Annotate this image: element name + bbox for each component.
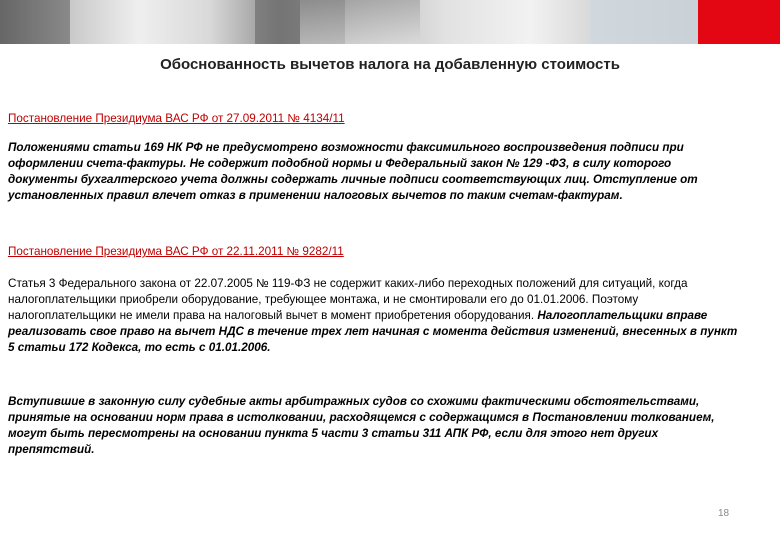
photo-shirt (590, 0, 698, 44)
ruling2-reference-block (8, 244, 743, 260)
ruling2-text-emphasis: Налогоплательщики вправе реализовать свое право на вычет НДС в течение трех лет начиная с момента действия изменений, внесенных в пункт 5 статьи 172 Кодекса, то есть с 01.01.2006. (8, 309, 738, 354)
ruling1-reference-block (8, 111, 743, 127)
ruling2-reference[interactable]: Постановление Президиума ВАС РФ от 22.11.2011 № 9282/11 (8, 245, 344, 258)
accent-bar (698, 0, 780, 44)
conclusion-text: Вступившие в законную силу судебные акты арбитражных судов со схожими фактическими обстоятельствами, принятые на основании норм права в истолковании, расходящемся с содержащимся в Постановлении толкованием, могут быть пересмотрены на основании пункта 5 части 3 статьи 311 АПК РФ, если для этого нет других препятствий. (8, 395, 715, 456)
page-number: 18 (718, 508, 730, 519)
photo-sky (300, 0, 420, 44)
photo-shadow-left (0, 0, 70, 44)
ruling2-text-block (8, 276, 743, 356)
conclusion-block (8, 394, 743, 458)
page-title: Обоснованность вычетов налога на добавленную стоимость (160, 56, 620, 73)
header-photo (0, 0, 698, 44)
ruling2-text-regular: Статья 3 Федерального закона от 22.07.2005 № 119-ФЗ не содержит каких-либо переходных положений для ситуаций, когда налогоплательщики приобрели оборудование, требующее монтажа, и не смонтировали его до 01.01.2006. Поэтому налогоплательщики не имели права на налоговый вычет в момент приобретения оборудования. (8, 277, 688, 322)
ruling1-text-block (8, 140, 743, 204)
ruling1-reference[interactable]: Постановление Президиума ВАС РФ от 27.09.2011 № 4134/11 (8, 112, 345, 125)
ruling1-text: Положениями статьи 169 НК РФ не предусмотрено возможности факсимильного воспроизведения подписи при оформлении счета-фактуры. Не содержит подобной нормы и Федеральный закон № 129 -ФЗ, в силу которого документы бухгалтерского учета должны содержать личные подписи соответствующих лиц. Отступление от установленных правил влечет отказ в применении налоговых вычетов по таким счетам-фактурам. (8, 141, 698, 202)
